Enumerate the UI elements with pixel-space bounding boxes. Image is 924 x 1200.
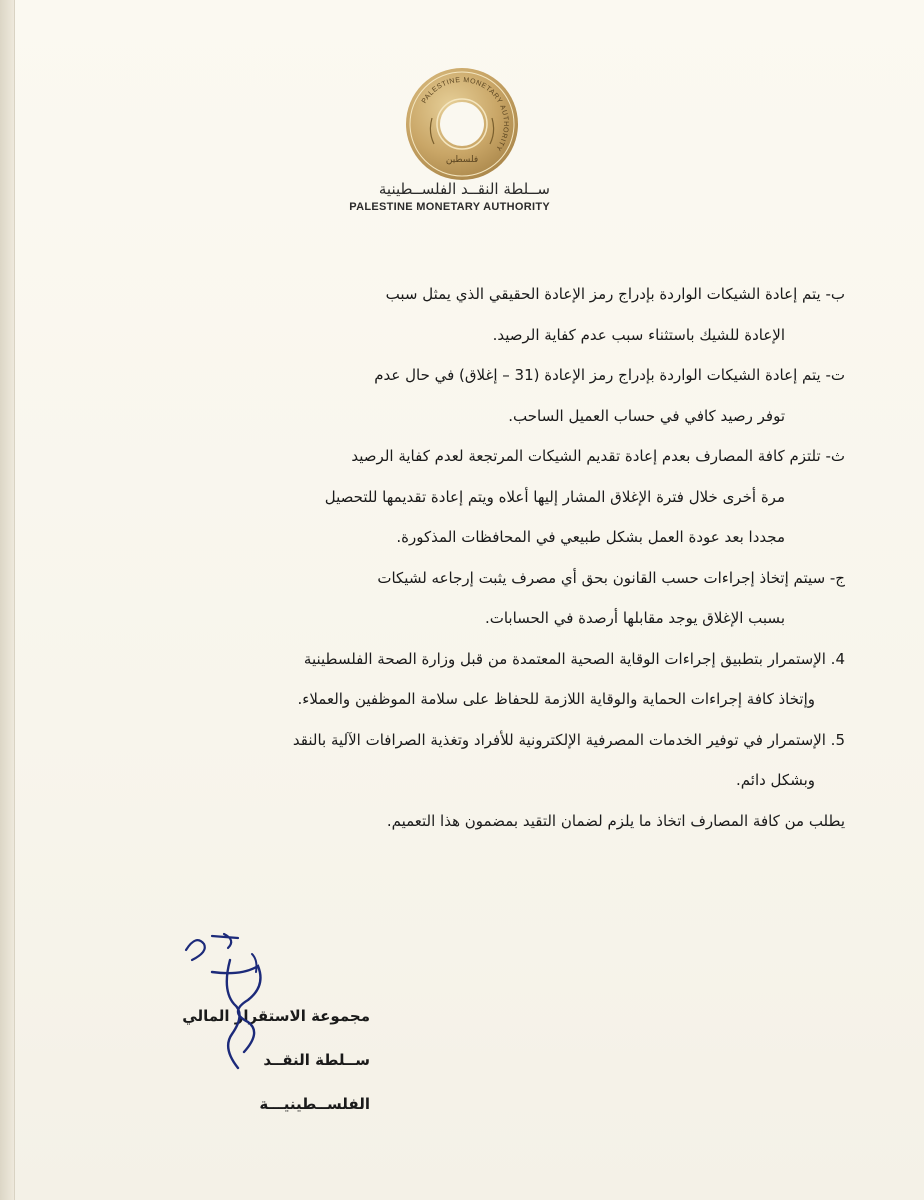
handwritten-signature: [182, 930, 302, 1070]
seal-arabic-text: فلسطين: [445, 155, 479, 165]
document-body: [120, 274, 845, 841]
body-line: ب- يتم إعادة الشيكات الواردة بإدراج رمز الإعادة الحقيقي الذي يمثل سبب: [385, 285, 845, 303]
body-line: وبشكل دائم.: [736, 771, 815, 789]
body-line: ج- سيتم إتخاذ إجراءات حسب القانون بحق أي مصرف يثبت إرجاعه لشيكات: [377, 568, 845, 587]
svg-text:PALESTINE MONETARY AUTHORITY: PALESTINE MONETARY AUTHORITY: [420, 76, 510, 153]
signatory-org: ســلطة النقــد الفلســطينيـــة: [259, 1051, 370, 1113]
page-edge: [0, 0, 14, 1200]
body-line: مجددا بعد عودة العمل بشكل طبيعي في المحافظات المذكورة.: [396, 528, 785, 546]
body-line: توفر رصيد كافي في حساب العميل الساحب.: [508, 406, 785, 425]
pma-seal-logo: [404, 66, 520, 182]
body-line: 5. الإستمرار في توفير الخدمات المصرفية الإلكترونية للأفراد وتغذية الصرافات الآلية بالنقد: [292, 730, 845, 749]
body-line: بسبب الإغلاق يوجد مقابلها أرصدة في الحسابات.: [484, 609, 785, 627]
body-line: ت- يتم إعادة الشيكات الواردة بإدراج رمز الإعادة (31 – إغلاق) في حال عدم: [374, 366, 845, 384]
org-name-arabic: ســلطة النقــد الفلســطينية: [378, 180, 550, 198]
body-line: يطلب من كافة المصارف اتخاذ ما يلزم لضمان التقيد بمضمون هذا التعميم.: [386, 811, 845, 830]
org-name-english: PALESTINE MONETARY AUTHORITY: [349, 201, 550, 213]
signatory-group: مجموعة الاستقرار المالي: [182, 1007, 370, 1025]
body-line: الإعادة للشيك باستثناء سبب عدم كفاية الرصيد.: [492, 325, 785, 344]
body-line: 4. الإستمرار بتطبيق إجراءات الوقاية الصحية المعتمدة من قبل وزارة الصحة الفلسطينية: [303, 649, 845, 668]
body-line: وإتخاذ كافة إجراءات الحماية والوقاية اللازمة للحفاظ على سلامة الموظفين والعملاء.: [297, 690, 815, 708]
body-line: ث- تلتزم كافة المصارف بعدم إعادة تقديم الشيكات المرتجعة لعدم كفاية الرصيد: [351, 447, 845, 465]
body-line: مرة أخرى خلال فترة الإغلاق المشار إليها أعلاه ويتم إعادة تقديمها للتحصيل: [324, 487, 785, 506]
